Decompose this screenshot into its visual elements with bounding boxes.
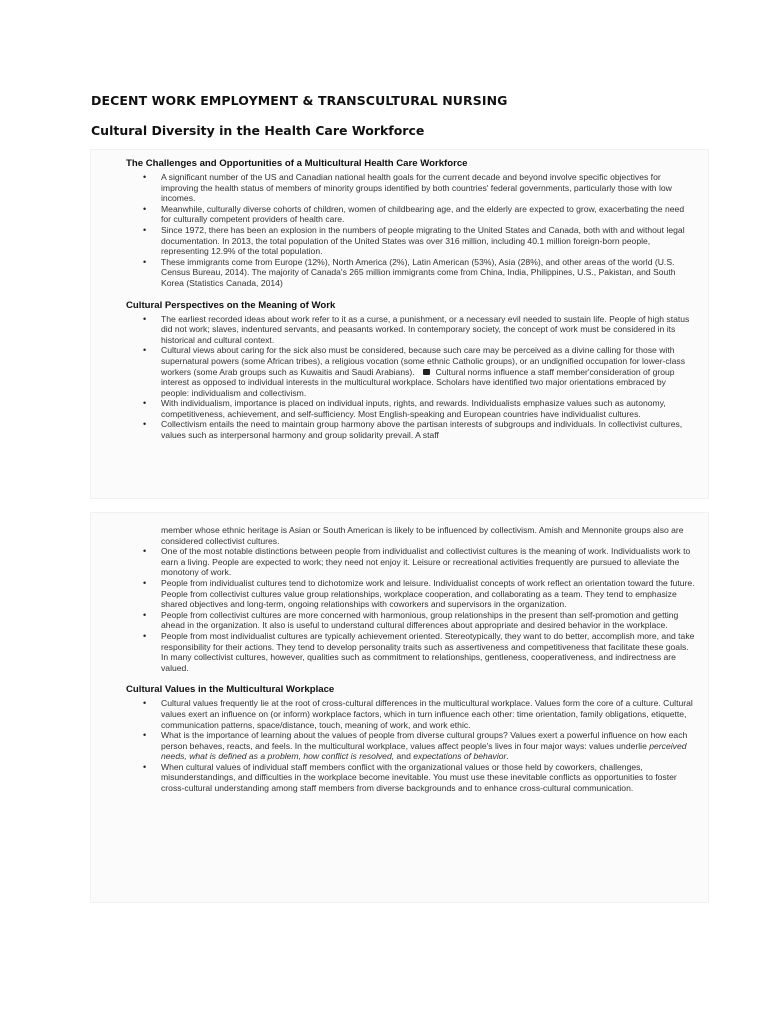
document-subtitle: Cultural Diversity in the Health Care Workforce <box>91 123 425 138</box>
scanned-page-2 <box>91 513 708 902</box>
cultural-values-list <box>126 698 696 793</box>
meaning-of-work-list <box>126 314 696 441</box>
list-item: • People from collectivist cultures are more concerned with harmonious, group relationships in the present than self-promotion and getting ahead in the organization. It also is useful to understand cultural differences about appropriate and desired behavior in the workplace. <box>143 609 679 631</box>
list-item: • Since 1972, there has been an explosion in the numbers of people migrating to the United States and Canada, both with and without legal documentation. In 2013, the total population of the United States was over 316 million, including 40.1 million foreign-born people, representing 12.9% of the total population. <box>143 224 685 257</box>
list-item: • One of the most notable distinctions between people from individualist and collectivist cultures is the meaning of work. Individualists work to earn a living. People are expected to work; they need not enjoy it. Leisure or recreational activities frequently are pursued to alleviate the monotony of work. <box>143 546 691 578</box>
bullet-icon: • <box>143 609 147 620</box>
bullet-icon: • <box>143 546 147 557</box>
bullet-icon: • <box>143 698 147 709</box>
work-meaning-list <box>126 546 696 673</box>
bullet-icon: • <box>143 172 147 182</box>
document-title: DECENT WORK EMPLOYMENT & TRANSCULTURAL NURSING <box>91 93 508 108</box>
list-item: • What is the importance of learning about the values of people from diverse cultural groups? Values exert a powerful influence on how each person behaves, reacts, and feels. In the multicultural workplace, values affect people's lives in four major ways: values underlie perceived needs, what is defined as a problem, how conflict is resolved, and expectations of behavior. <box>143 730 688 762</box>
bullet-icon: • <box>143 761 147 772</box>
list-item: • People from individualist cultures tend to dichotomize work and leisure. Individualist concepts of work reflect an orientation toward the future. People from collectivist cultures value group relationships, workplace cooperation, and collaborating as a team. They tend to emphasize shared objectives and long-term, ongoing relationships with coworkers and supervisors in the organization. <box>143 577 695 610</box>
section-heading-cultural-values: Cultural Values in the Multicultural Workplace <box>126 684 335 696</box>
scanned-page-1 <box>91 150 708 498</box>
bullet-icon: • <box>143 345 147 356</box>
list-item: • Cultural values frequently lie at the root of cross-cultural differences in the multicultural workplace. Values form the core of a culture. Cultural values exert an influence on (or inform) workplace factors, which in turn influence each other: time orientation, family obligations, etiquette, communication patterns, space/distance, touch, meaning of work, and work ethic. <box>143 698 693 730</box>
list-item: • Meanwhile, culturally diverse cohorts of children, women of childbearing age, and the elderly are expected to grow, exacerbating the need for culturally competent providers of health care. <box>143 203 685 225</box>
list-item: • When cultural values of individual staff members conflict with the organizational values or those held by coworkers, challenges, misunderstandings, and difficulties in the workplace become inevitable. You must use these inevitable conflicts as opportunities to foster cross-cultural understanding among staff members from diverse backgrounds and to enhance cross-cultural communication. <box>143 761 677 794</box>
list-item: • Collectivism entails the need to maintain group harmony above the partisan interests of subgroups and individuals. In collectivist cultures, values such as interpersonal harmony and group solidarity prevail. A staff <box>143 419 683 441</box>
section-heading-challenges: The Challenges and Opportunities of a Multicultural Health Care Workforce <box>126 158 468 169</box>
list-item: • The earliest recorded ideas about work refer to it as a curse, a punishment, or a necessary evil needed to sustain life. People of high status did not work; slaves, indentured servants, and peasants worked. In contemporary society, the concept of work must be considered in its historical and cultural context. <box>143 313 690 345</box>
book-icon <box>423 369 430 375</box>
list-item: • These immigrants come from Europe (12%), North America (2%), Latin American (53%), Asia (28%), and other areas of the world (U.S. Census Bureau, 2014). The majority of Canada's 265 million immigrants come from China, India, Philippines, U.S., Pakistan, and South Korea (Statistics Canada, 2014) <box>143 256 676 288</box>
bullet-icon: • <box>143 203 147 214</box>
bullet-icon: • <box>143 577 147 588</box>
list-item: • People from most individualist cultures are typically achievement oriented. Stereotypically, they want to do better, accomplish more, and take responsibility for their actions. They tend to develop personality traits such as assertiveness and competitiveness that facilitate these goals. In many collectivist cultures, however, qualities such as commitment to relationships, gentleness, cooperativeness, and indirectness are valued. <box>143 630 695 673</box>
bullet-icon: • <box>143 313 147 324</box>
bullet-icon: • <box>143 419 147 430</box>
bullet-icon: • <box>143 256 147 267</box>
list-item: • Cultural views about caring for the sick also must be considered, because such care may be perceived as a divine calling for those with supernatural powers (some African tribes), a religious vocation (some ethnic Catholic groups), or an undignified occupation for lower-class workers (some Arab groups such as Kuwaitis and Saudi Arabians). Cultural norms influence a staff member'consideration of group interest as opposed to individual interests in the multicultural workplace. Scholars have identified two major orientations embraced by people: individualism and collectivism. <box>143 345 685 398</box>
bullet-icon: • <box>143 224 147 235</box>
bullet-icon: • <box>143 630 147 641</box>
section-heading-meaning-of-work: Cultural Perspectives on the Meaning of Work <box>126 299 336 311</box>
list-item: • A significant number of the US and Canadian national health goals for the current decade and beyond involve specific objectives for improving the health status of members of minority groups identified by both countries' federal governments, particularly those with low incomes. <box>143 172 672 204</box>
challenges-list <box>126 172 696 289</box>
list-item: • With individualism, importance is placed on individual inputs, rights, and rewards. Individualists emphasize values such as autonomy, competitiveness, achievement, and self-sufficiency. Most English-speaking and European countries have individualist cultures. <box>143 398 666 419</box>
bullet-icon: • <box>143 730 147 741</box>
bullet-icon: • <box>143 398 147 409</box>
continuation-paragraph: member whose ethnic heritage is Asian or South American is likely to be influenced by collectivism. Amish and Mennonite groups also are considered collectivist cultures. <box>161 525 684 546</box>
